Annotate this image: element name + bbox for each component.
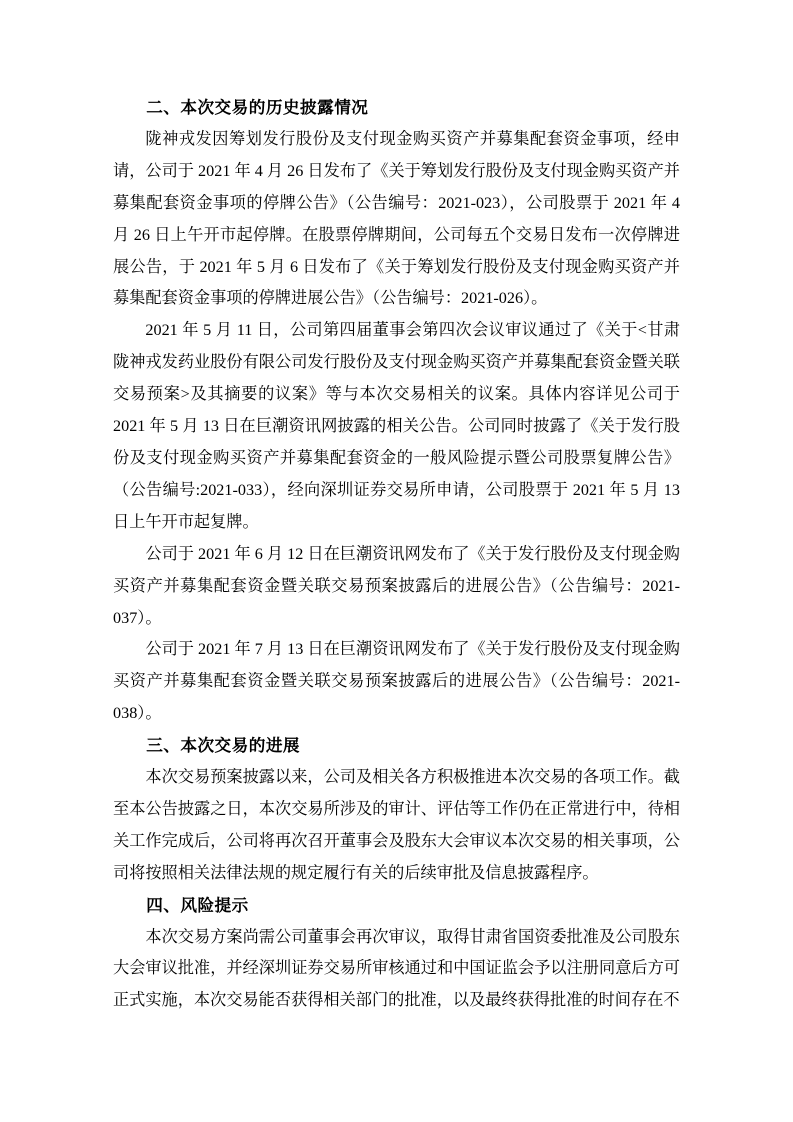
- section-heading-transaction-progress: 三、本次交易的进展: [146, 736, 301, 756]
- paragraph-suspension-announcement: 陇神戎发因筹划发行股份及支付现金购买资产并募集配套资金事项，经申请，公司于 2021 年 4 月 26 日发布了《关于筹划发行股份及支付现金购买资产并募集配套资金事项的停牌公告》（公告编号：2021-023），公司股票于 2021 年 4 月 26 日上午开市起停牌。在股票停牌期间，公司每五个交易日发布一次停牌进展公告，于 2021 年 5 月 6 日发布了《关于筹划发行股份及支付现金购买资产并募集配套资金事项的停牌进展公告》（公告编号：2021-026）。: [113, 129, 680, 308]
- paragraph-progress-announcement-038: 公司于 2021 年 7 月 13 日在巨潮资讯网发布了《关于发行股份及支付现金购买资产并募集配套资金暨关联交易预案披露后的进展公告》（公告编号：2021-038）。: [113, 640, 680, 723]
- document-content: [113, 92, 680, 1017]
- section-heading-risk-warning: 四、风险提示: [146, 895, 249, 915]
- paragraph-progress-announcement-037: 公司于 2021 年 6 月 12 日在巨潮资讯网发布了《关于发行股份及支付现金购买资产并募集配套资金暨关联交易预案披露后的进展公告》（公告编号：2021-037）。: [113, 544, 680, 627]
- paragraph-board-meeting-resumption: 2021 年 5 月 11 日，公司第四届董事会第四次会议审议通过了《关于<甘肃陇神戎发药业股份有限公司发行股份及支付现金购买资产并募集配套资金暨关联交易预案>及其摘要的议案》等与本次交易相关的议案。具体内容详见公司于 2021 年 5 月 13 日在巨潮资讯网披露的相关公告。公司同时披露了《关于发行股份及支付现金购买资产并募集配套资金的一般风险提示暨公司股票复牌公告》（公告编号:2021-033），经向深圳证券交易所申请，公司股票于 2021 年 5 月 13 日上午开市起复牌。: [113, 321, 680, 531]
- paragraph-risk-warning: 本次交易方案尚需公司董事会再次审议，取得甘肃省国资委批准及公司股东大会审议批准，并经深圳证券交易所审核通过和中国证监会予以注册同意后方可正式实施，本次交易能否获得相关部门的批准，以及最终获得批准的时间存在不: [113, 927, 680, 1010]
- section-heading-history-disclosure: 二、本次交易的历史披露情况: [146, 98, 369, 117]
- paragraph-transaction-progress: 本次交易预案披露以来，公司及相关各方积极推进本次交易的各项工作。截至本公告披露之日，本次交易所涉及的审计、评估等工作仍在正常进行中，待相关工作完成后，公司将再次召开董事会及股东大会审议本次交易的相关事项，公司将按照相关法律法规的规定履行有关的后续审批及信息披露程序。: [113, 768, 680, 882]
